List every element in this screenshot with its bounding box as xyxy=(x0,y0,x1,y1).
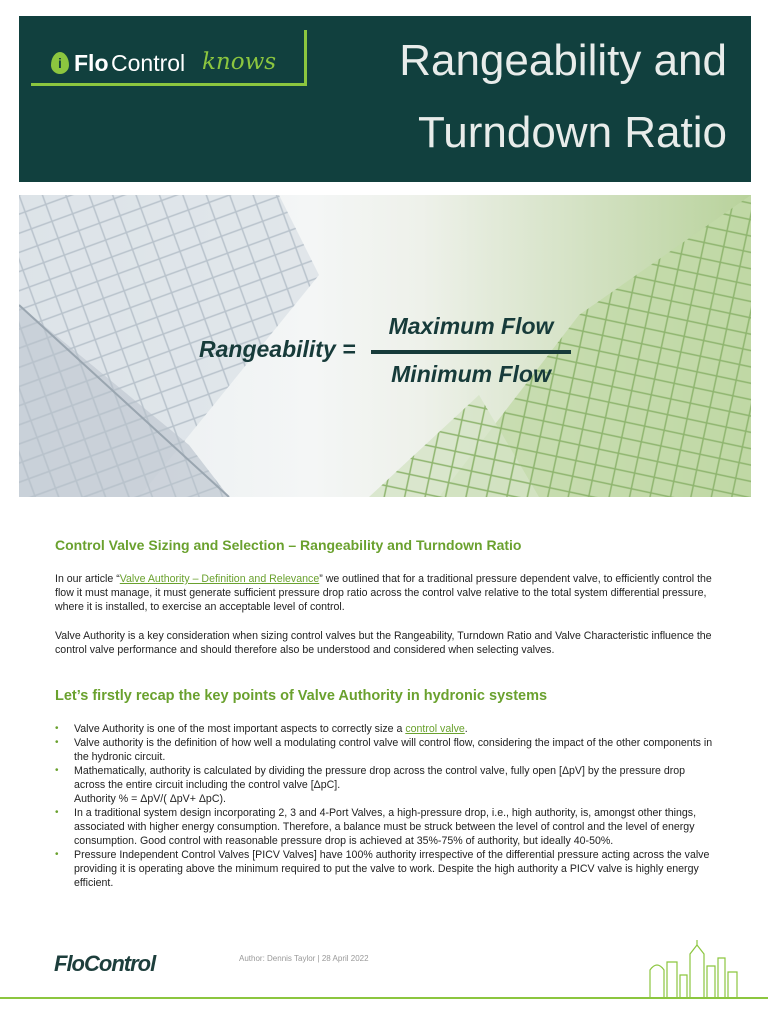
skyline-icon xyxy=(645,940,745,998)
key-points-list xyxy=(55,722,715,890)
skyscraper-illustration xyxy=(19,195,751,497)
bullet-text: Mathematically, authority is calculated by dividing the pressure drop across the control valve, fully open [ΔpV] by the pressure drop across the entire circuit including the control valve [ΔpC]. xyxy=(74,765,686,791)
valve-authority-article-link[interactable]: Valve Authority – Definition and Relevance xyxy=(119,573,320,585)
footer-flocontrol-logo: FloControl xyxy=(54,951,156,976)
list-item xyxy=(55,722,715,736)
header-banner xyxy=(19,16,751,182)
logo-control-text: Control xyxy=(111,50,186,76)
bullet-text: Valve Authority is one of the most important aspects to correctly size a xyxy=(74,723,406,735)
section-heading-sizing: Control Valve Sizing and Selection – Rangeability and Turndown Ratio xyxy=(55,537,522,553)
intro-text-end: ” we outlined that for a traditional pressure dependent valve, to efficiently control the flow it must manage, it must generate sufficient pressure drop ratio across the control valve relative to the total system differential pressure, where it is installed, to exercise an acceptable level of control. xyxy=(55,573,712,613)
intro-paragraph xyxy=(55,572,715,614)
author-date: Author: Dennis Taylor | 28 April 2022 xyxy=(239,954,369,963)
formula-denominator: Minimum Flow xyxy=(391,361,551,387)
bullet-text-end: . xyxy=(464,723,468,735)
section-heading-recap: Let’s firstly recap the key points of Valve Authority in hydronic systems xyxy=(55,688,548,704)
formula-fraction-bar xyxy=(371,350,571,354)
authority-formula: Authority % = ΔpV/( ΔpV+ ΔpC). xyxy=(74,793,226,805)
intro-text-start: In our article “ xyxy=(55,573,120,585)
list-item: • Valve authority is the definition of how well a modulating control valve will control flow, considering the impact of the other components in the hydronic circuit. xyxy=(55,736,715,764)
page-title-line-1: Rangeability and xyxy=(399,36,727,85)
list-item xyxy=(55,764,715,806)
footer-divider xyxy=(0,997,768,999)
hero-image xyxy=(19,195,751,497)
valve-authority-paragraph: Valve Authority is a key consideration when sizing control valves but the Rangeability, Turndown Ratio and Valve Characteristic influence the control valve performance and should therefore also be understood and considered when selecting valves. xyxy=(55,630,712,656)
list-item: • In a traditional system design incorporating 2, 3 and 4-Port Valves, a high-pressure drop, i.e., high authority, is, amongst other things, associated with higher energy consumption. Therefore, a balance must be struck between the level of control and the level of energy consumption. Good control with reasonable pressure drop is achieved at 35%-75% of authority, but ideally 40-50%. xyxy=(55,806,715,848)
logo-flo-text: Flo xyxy=(74,50,109,76)
formula-numerator: Maximum Flow xyxy=(388,313,554,339)
list-item: • Pressure Independent Control Valves [PICV Valves] have 100% authority irrespective of the differential pressure acting across the valve providing it is operating above the minimum required to put the valve to work. Despite the high authority a PICV valve is highly energy efficient. xyxy=(55,848,715,890)
info-drop-icon: i xyxy=(51,52,69,74)
page-title-line-2: Turndown Ratio xyxy=(418,108,727,157)
logo-knows-text: knows xyxy=(202,49,277,75)
control-valve-link[interactable]: control valve xyxy=(405,723,465,735)
formula-lhs: Rangeability = xyxy=(199,336,356,362)
flocontrol-knows-logo xyxy=(31,30,307,86)
